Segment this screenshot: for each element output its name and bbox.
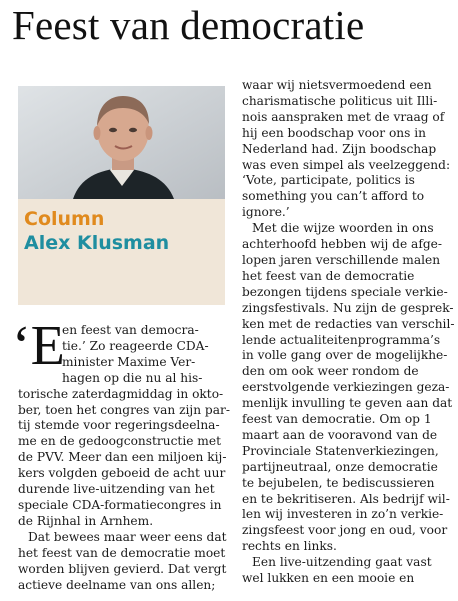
text-line: het feest van de democratie moet (18, 545, 226, 560)
text-line: tij stemde voor regeringsdeelna- (18, 418, 220, 433)
text-line: te bejubelen, te bediscussieren (242, 475, 435, 490)
text-line: en te bekritiseren. Als bedrijf wil- (242, 491, 450, 506)
text-line: achterhoofd hebben wij de afge- (242, 237, 442, 252)
text-line: rechts en links. (242, 539, 337, 554)
text-line: speciale CDA-formatiecongres in (18, 497, 222, 512)
text-line: den om ook weer rondom de (242, 364, 419, 379)
text-line: menlijk invulling te geven aan dat (242, 396, 453, 411)
text-line: ken met de redacties van verschil- (242, 316, 455, 331)
text-line: het feest van de democratie (242, 268, 415, 283)
text-line: something you can’t afford to (242, 189, 425, 204)
text-line: durende live-uitzending van het (18, 482, 215, 497)
text-line: ber, toen het congres van zijn par- (18, 402, 230, 417)
text-line: tie.’ Zo reageerde CDA- (62, 338, 209, 353)
author-photo (18, 86, 225, 199)
text-line: Dat bewees maar weer eens dat (28, 529, 227, 544)
text-line: minister Maxime Ver- (62, 354, 196, 369)
text-line: bezongen tijdens speciale verkie- (242, 284, 448, 299)
text-line: zingsfestivals. Nu zijn de gesprek- (242, 300, 454, 315)
text-line: len wij investeren in zo’n verkie- (242, 507, 444, 522)
text-line: actieve deelname van ons allen; (18, 577, 216, 592)
text-line: Met die wijze woorden in ons (252, 221, 434, 236)
text-line: hagen op die nu al his- (62, 370, 203, 385)
text-line: de Rijnhal in Arnhem. (18, 513, 154, 528)
text-line: lende actualiteitenprogramma’s (242, 332, 441, 347)
text-line: Een live-uitzending gaat vast (252, 555, 432, 570)
text-line: worden blijven gevierd. Dat vergt (18, 561, 227, 576)
text-line: ‘Vote, participate, politics is (242, 173, 415, 188)
text-line: zingsfeest voor jong en oud, voor (242, 523, 448, 538)
text-line: eerstvolgende verkiezingen geza- (242, 380, 450, 395)
text-line: in volle gang over de mogelijkhe- (242, 348, 448, 363)
left-column (18, 323, 232, 593)
text-line: was even simpel als veelzeggend: (242, 157, 451, 172)
text-line: hij een boodschap voor ons in (242, 125, 427, 140)
text-line: ignore.’ (242, 205, 290, 220)
text-line: lopen jaren verschillende malen (242, 252, 441, 267)
text-line: feest van democratie. Om op 1 (242, 412, 432, 427)
text-line: charismatische politicus uit Illi- (242, 93, 438, 108)
column-byline-box (18, 86, 225, 305)
text-line: wel lukken en een mooie en (242, 571, 415, 586)
text-line: waar wij nietsvermoedend een (242, 78, 432, 92)
text-line: kers volgden geboeid de acht uur (18, 466, 226, 481)
right-column (242, 78, 455, 587)
text-line: nois aanspraken met de vraag of (242, 109, 445, 124)
author-portrait (18, 86, 225, 199)
text-line: me en de gedoogconstructie met (18, 434, 221, 449)
text-line: en feest van democra- (62, 323, 199, 337)
author-name: Alex Klusman (24, 232, 170, 254)
text-line: maart aan de vooravond van de (242, 427, 438, 442)
column-label: Column (24, 208, 105, 230)
text-line: partijneutraal, onze democratie (242, 459, 438, 474)
headline: Feest van democratie (12, 2, 365, 48)
text-line: de PVV. Meer dan een miljoen kij- (18, 450, 227, 465)
drop-cap: ‘E (12, 315, 65, 377)
text-line: Provinciale Statenverkiezingen, (242, 443, 439, 458)
text-line: torische zaterdagmiddag in okto- (18, 386, 224, 401)
text-line: Nederland had. Zijn boodschap (242, 141, 437, 156)
